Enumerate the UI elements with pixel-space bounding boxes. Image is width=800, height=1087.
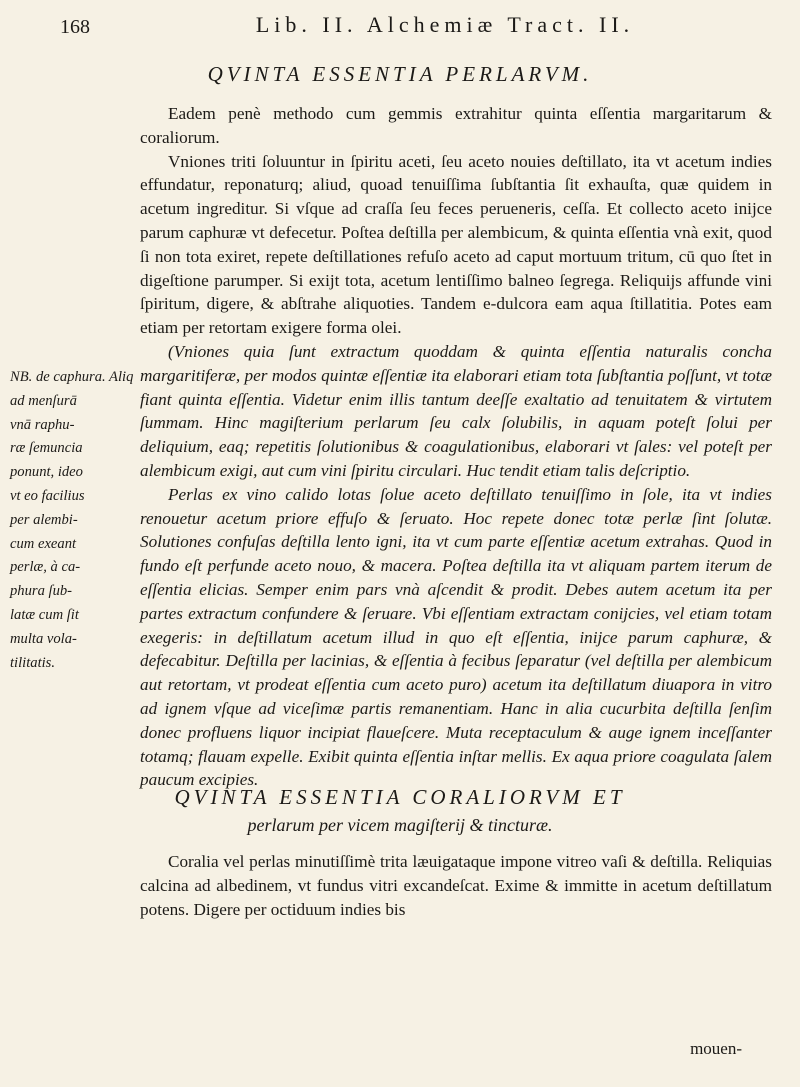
margin-note-line: ponunt, ideo: [10, 464, 83, 481]
running-head: Lib. II. Alchemiæ Tract. II.: [255, 12, 635, 37]
margin-note: [10, 366, 138, 675]
margin-note-line: ad menſurā: [10, 392, 77, 409]
italic-paragraph-1: (Vniones quia ſunt extractum quoddam & quinta eſſentia naturalis concha margaritiferæ, per modos quintæ eſſentiæ ita elaborari etiam tota ſubſtantia poſſunt, vt totæ fiant quinta eſſentia. Videtur enim illis tantum deeſſe exaltatio ad tenuitatem & virtutem ſummam. Hinc magiſterium perlarum ſeu calx ſolubilis, in aquam poteſt ſolui per deliquium, eaq; repetitis ſolutionibus & coagulationibus, elaborari vt ſales: vel poteſt per alembicum exigi, aut cum vini ſpiritu circulari. Huc tendit etiam talis deſcriptio.: [140, 341, 772, 480]
margin-note-line: tilitatis.: [10, 654, 56, 671]
margin-note-line: NB. de caphura. Aliq: [10, 369, 134, 385]
catchword: mouen-: [690, 1039, 742, 1058]
section-subtitle: perlarum per vicem magiſterij & tincturæ.: [247, 815, 553, 835]
page-number: 168: [60, 16, 90, 38]
section-title-perlarum: QVINTA ESSENTIA PERLARVM.: [207, 62, 593, 86]
margin-note-line: phura ſub-: [10, 583, 73, 600]
margin-note-line: multa vola-: [10, 630, 77, 647]
paragraph-coralia: Coralia vel perlas minutiſſimè trita læuigataque impone vitreo vaſi & deſtilla. Reliquias calcina ad albedinem, vt fundus vitri excandeſcat. Exime & immitte in acetum deſtillatum potens. Digere per octiduum indies bis: [140, 852, 772, 919]
margin-note-line: perlæ, à ca-: [10, 559, 81, 576]
paragraph-2: Vniones triti ſoluuntur in ſpiritu aceti, ſeu aceto nouies deſtillato, ita vt acetum indies effundatur, reponaturq; aliud, quoad tenuiſſima ſubſtantia ſit exhauſta, quæ quidem in acetum ingreditur. Si vſque ad craſſa ſeu feces perueneris, ceſſa. Et collecto aceto inijce parum caphuræ vt defecetur. Poſtea deſtilla per alembicum, & quinta eſſentia vnà exit, quod ſi non tota exiret, repete deſtillationes refuſo aceto ad caput mortuum tritum, cū quo ſtet in digeſtione parumper. Si exijt tota, acetum lentiſſimo balneo ſegrega. Reliquijs affunde vini ſpiritum, digere, & abſtrahe aliquoties. Tandem e-dulcora eam aqua ſtillatitia. Potes eam etiam per retortam exigere forma olei.: [140, 151, 772, 338]
italic-paragraph-2: Perlas ex vino calido lotas ſolue aceto deſtillato tenuiſſimo in ſole, ita vt indies renouetur acetum priore effuſo & ſeruato. Hoc repete donec totæ perlæ ſint ſolutæ. Solutiones confuſas deſtilla lento igni, ita vt cum parte eſſentiæ acetum extrahas. Quod in fundo eſt perfunde aceto nouo, & macera. Poſtea deſtilla ita vt aliquam partem iterum de eſſentia elicias. Semper enim pars vnà aſcendit & prodit. Debes autem acetum ita per partes extractum confundere & ſeruare. Vbi eſſentiam extractam conijcies, vel etiam totam exegeris: in deſtillatum acetum illud in quo eſt eſſentia, inijce parum caphuræ, & defecabitur. Deſtilla per lacinias, & eſſentia à fecibus ſeparatur (vel deſtilla per alembicum aut retortam, vt prodeat eſſentia cum aceto puro) acetum ita deſtillatum diuapora in vitro ad ignem vſque ad viceſimæ partis remanentiam. Hanc in alia cucurbita deſtilla ſenſim donec profluens liquor incipiat flaueſcere. Muta receptaculum & auge ignem inceſſanter totamq; flauam expelle. Exibit quinta eſſentia inſtar mellis. Ex aqua priore coagulata ſalem paucum excipies.: [140, 484, 772, 790]
margin-note-line: vt eo facilius: [10, 487, 85, 504]
paragraph-1: Eadem penè methodo cum gemmis extrahitur quinta eſſentia margaritarum & coraliorum.: [140, 104, 772, 147]
margin-note-line: ræ ſemuncia: [10, 440, 83, 457]
section2-body: [140, 850, 772, 921]
margin-note-line: cum exeant: [10, 535, 77, 552]
margin-note-line: latæ cum ſit: [10, 606, 79, 623]
margin-note-line: vnā raphu-: [10, 416, 75, 433]
margin-note-line: per alembi-: [10, 511, 78, 528]
section-title-coraliorum: QVINTA ESSENTIA CORALIORVM ET: [174, 785, 626, 809]
page-header: [60, 12, 740, 50]
section1-body: [140, 102, 772, 792]
